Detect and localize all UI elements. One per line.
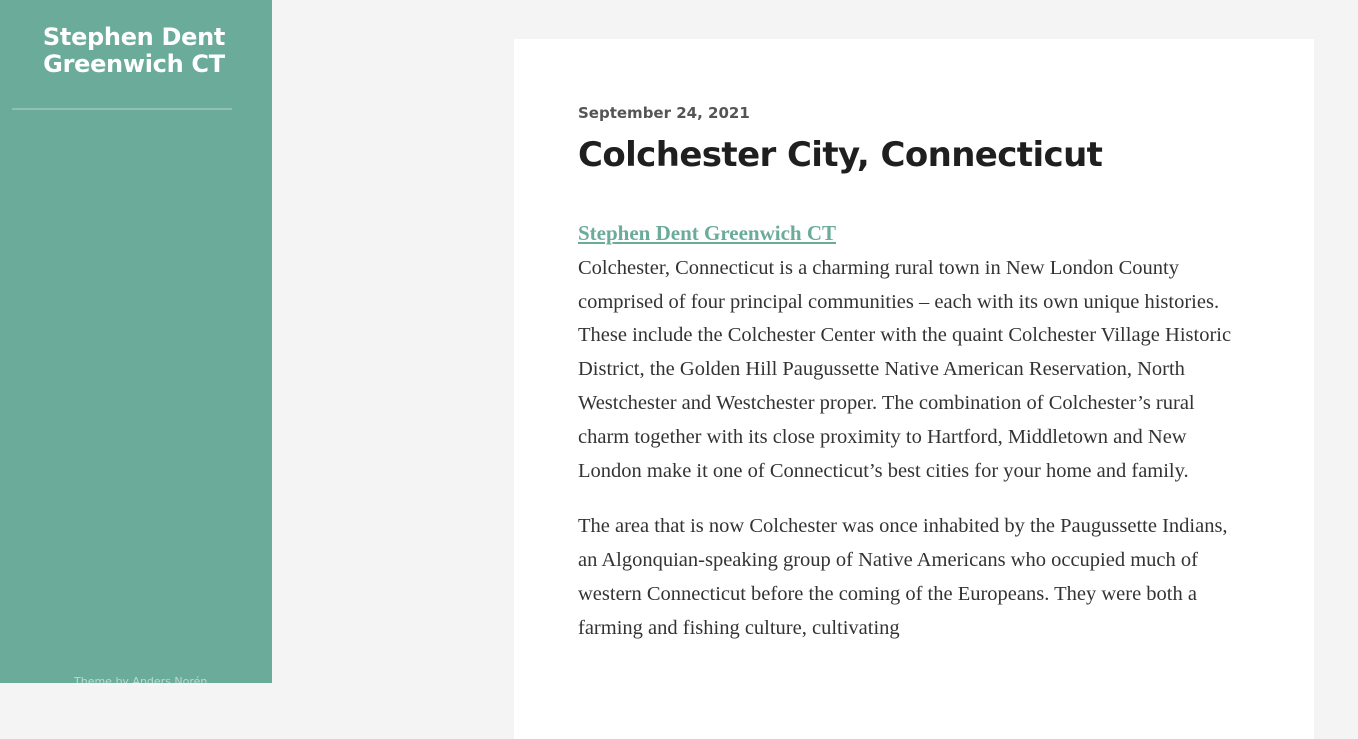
post-content (578, 217, 1250, 668)
site-title-link[interactable]: Stephen Dent Greenwich CT (42, 23, 226, 78)
post-paragraph: The area that is now Colchester was once inhabited by the Paugussette Indians, an Algonquian-speaking group of Native Americans who occupied much of western Connecticut before the coming of the Europeans. They were both a farming and fishing culture, cultivating (578, 515, 1228, 639)
post-title: Colchester City, Connecticut (578, 135, 1103, 175)
post-link[interactable]: Stephen Dent Greenwich CT (578, 221, 837, 245)
post-card (514, 39, 1314, 739)
post-paragraph: Colchester, Connecticut is a charming rural town in New London County comprised of four principal communities – each with its own unique histories. These include the Colchester Center with the quaint Colchester Village Historic District, the Golden Hill Paugussette Native American Reservation, North Westchester and Westchester proper. The combination of Colchester’s rural charm together with its close proximity to Hartford, Middletown and New London make it one of Connecticut’s best cities for your home and family. (578, 256, 1232, 482)
sidebar (0, 0, 272, 688)
post-date: September 24, 2021 (578, 104, 750, 122)
theme-credit[interactable]: Theme by Anders Norén (74, 675, 208, 688)
sidebar-divider (12, 108, 232, 110)
